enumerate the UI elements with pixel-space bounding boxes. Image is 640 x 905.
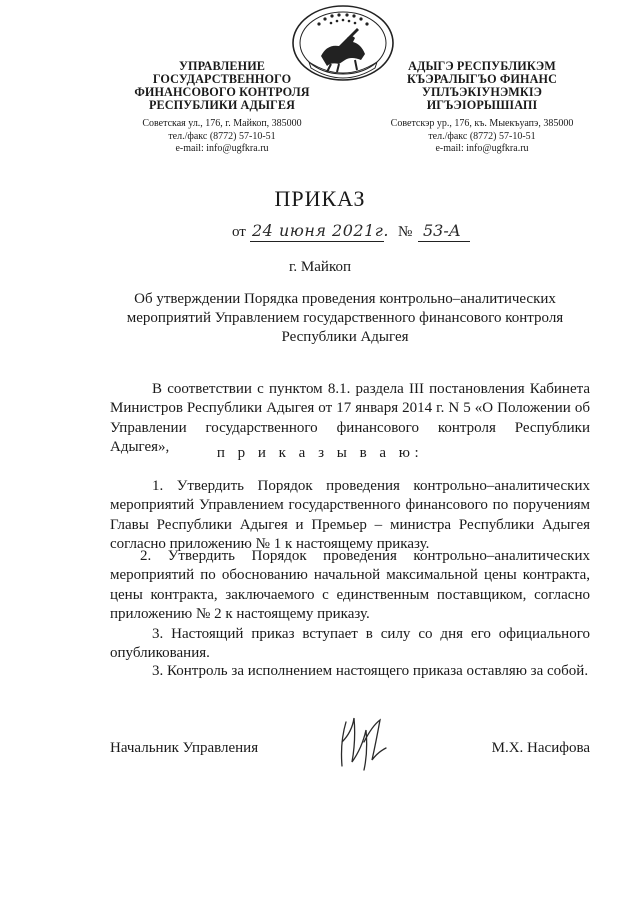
org-name-ru-line: УПРАВЛЕНИЕ [178, 59, 266, 73]
subject-line: Об утверждении Порядка проведения контрольно–аналитических [134, 291, 556, 307]
signatory-name: М.Х. Насифова [491, 740, 590, 756]
org-name-ru-line: РЕСПУБЛИКИ АДЫГЕЯ [148, 98, 295, 112]
phone-ady: тел./факс (8772) 57-10-51 [428, 130, 536, 142]
handwritten-signature [332, 712, 392, 774]
order-item: 3. Контроль за исполнением настоящего приказа оставляю за собой. [152, 663, 589, 679]
org-name-ady-line: ИГЪЭIОРЫШIАПI [426, 98, 538, 112]
subject-line: Республики Адыгея [281, 329, 409, 345]
from-label: от [232, 224, 246, 240]
order-word: п р и к а з ы в а ю: [216, 445, 424, 461]
order-item: 3. Настоящий приказ вступает в силу со дня его официального опубликования. [110, 626, 590, 662]
phone-ru: тел./факс (8772) 57-10-51 [168, 130, 276, 142]
header-right [352, 60, 612, 156]
signatory-position: Начальник Управления [110, 740, 259, 756]
email-ady: e-mail: info@ugfkra.ru [435, 143, 529, 154]
order-item: 2. Утвердить Порядок проведения контрольно–аналитических мероприятий по обоснованию начальной максимальной цены контракта, цены контракта, заключаемого с единственным поставщиком, согласно приложению № 2 к настоящему приказу. [110, 548, 590, 622]
city: г. Майкоп [288, 259, 352, 275]
subject [100, 290, 590, 347]
subject-line: мероприятий Управлением государственного финансового контроля [126, 310, 564, 326]
date-underline [250, 241, 384, 242]
number-label: № [398, 224, 413, 240]
handwritten-number: 53-А [423, 221, 461, 240]
order-item: 1. Утвердить Порядок проведения контрольно–аналитических мероприятий Управлением государственного финансового по поручениям Главы Республики Адыгея и Премьер – министра Республики Адыгея согласно приложению № 1 к настоящему приказу. [110, 478, 590, 552]
document-title: ПРИКАЗ [274, 186, 366, 211]
number-underline [418, 241, 470, 242]
org-name-ru-line: ФИНАНСОВОГО КОНТРОЛЯ [134, 85, 310, 99]
intro-paragraph: В соответствии с пунктом 8.1. раздела III постановления Кабинета Министров Республики Адыгея от 17 января 2014 г. N 5 «О Положении об Управлении государственного финансового контроля Республики Адыгея», [110, 381, 590, 455]
header-left [92, 60, 352, 156]
address-ru: Советская ул., 176, г. Майкоп, 385000 [142, 118, 302, 129]
org-name-ru-line: ГОСУДАРСТВЕННОГО [152, 72, 292, 86]
order-date-number [232, 221, 492, 246]
handwritten-date: 24 июня 2021г. [252, 221, 389, 240]
org-name-ady-line: АДЫГЭ РЕСПУБЛИКЭМ [408, 59, 556, 73]
email-ru: e-mail: info@ugfkra.ru [175, 143, 269, 154]
org-name-ady-line: УПЛЪЭКIУНЭМКIЭ [421, 85, 543, 99]
org-name-ady-line: КЪЭРАЛЫГЪО ФИНАНС [407, 72, 557, 86]
address-ady: Советскэр ур., 176, къ. Мыекъуапэ, 385000 [390, 118, 574, 129]
